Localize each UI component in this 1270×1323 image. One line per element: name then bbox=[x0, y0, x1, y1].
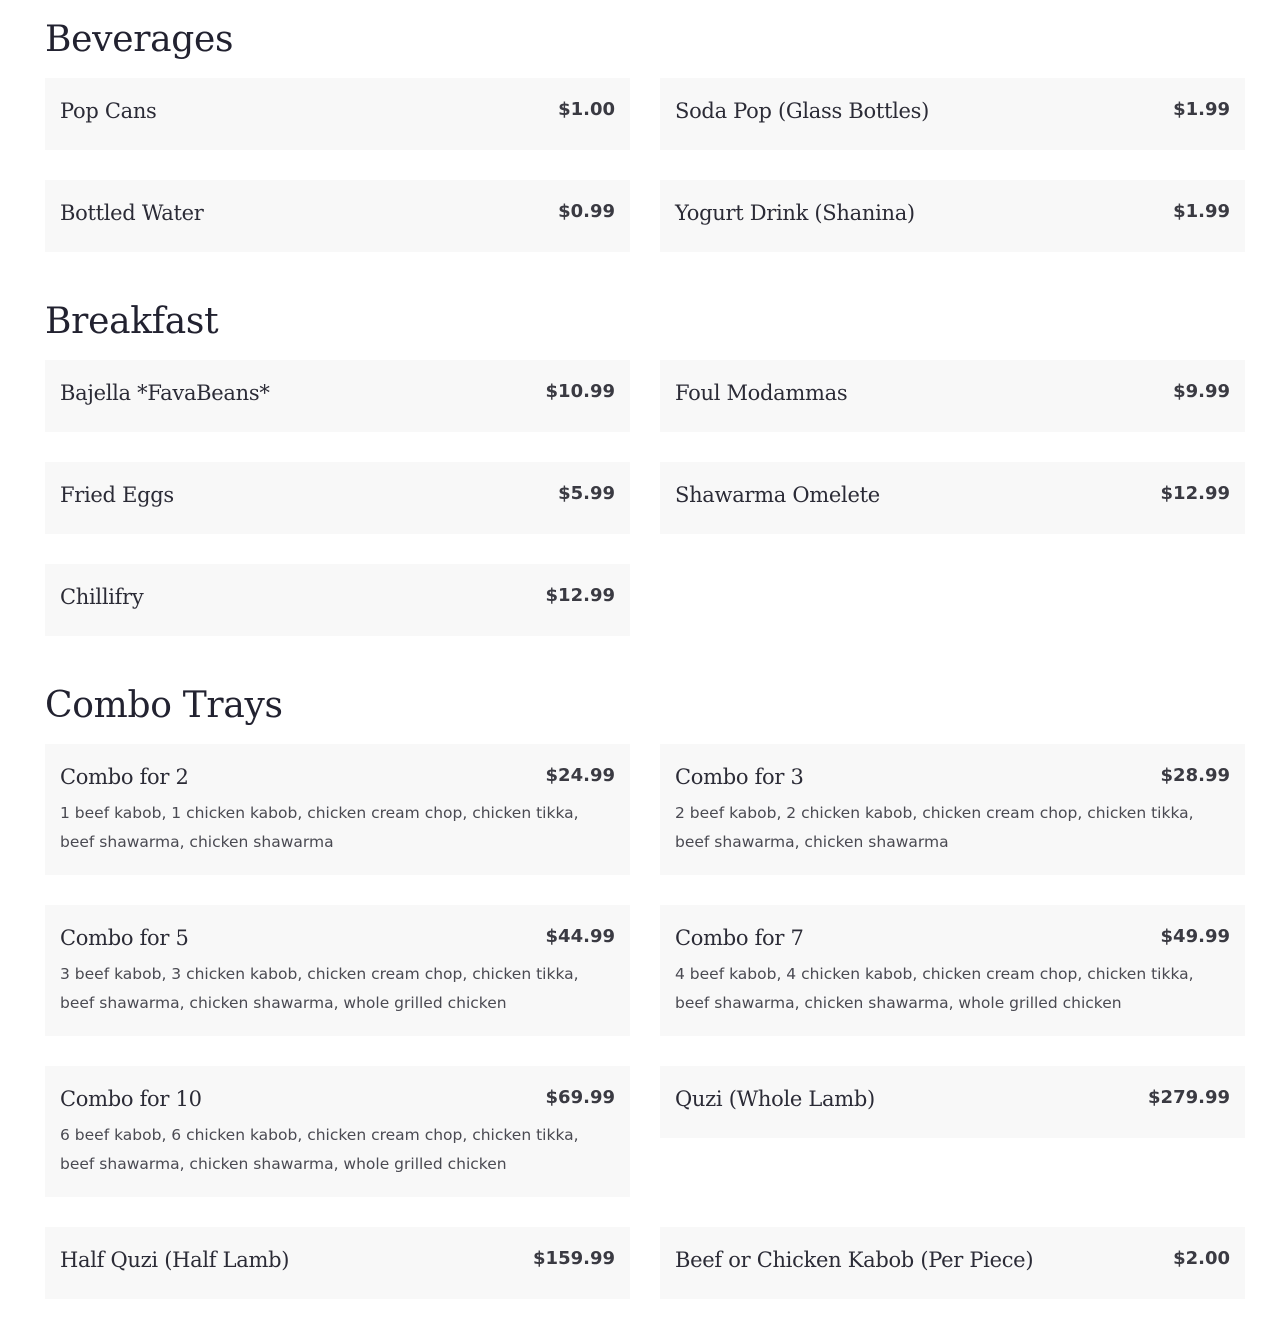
item-name: Bottled Water bbox=[60, 201, 204, 225]
item-name: Soda Pop (Glass Bottles) bbox=[675, 99, 930, 123]
item-name: Combo for 10 bbox=[60, 1087, 202, 1111]
item-price: $279.99 bbox=[1148, 1087, 1230, 1108]
item-price: $1.00 bbox=[558, 99, 615, 120]
item-price: $69.99 bbox=[545, 1087, 615, 1108]
menu-item[interactable] bbox=[660, 1227, 1245, 1299]
item-price: $49.99 bbox=[1160, 926, 1230, 947]
item-description: 6 beef kabob, 6 chicken kabob, chicken cream chop, chicken tikka, beef shawarma, chicken shawarma, whole grilled chicken bbox=[60, 1126, 579, 1173]
menu-item[interactable] bbox=[45, 564, 630, 636]
item-price: $0.99 bbox=[558, 201, 615, 222]
menu-item[interactable] bbox=[660, 180, 1245, 252]
item-name: Half Quzi (Half Lamb) bbox=[60, 1248, 290, 1272]
menu-item[interactable] bbox=[660, 905, 1245, 1036]
item-name: Fried Eggs bbox=[60, 483, 174, 507]
item-name: Combo for 3 bbox=[675, 765, 804, 789]
item-name: Beef or Chicken Kabob (Per Piece) bbox=[675, 1248, 1034, 1272]
section-beverages bbox=[45, 20, 1245, 252]
menu-item[interactable] bbox=[45, 1066, 630, 1197]
item-name: Chillifry bbox=[60, 585, 144, 609]
item-name: Bajella *FavaBeans* bbox=[60, 381, 270, 405]
menu-item[interactable] bbox=[45, 360, 630, 432]
item-price: $24.99 bbox=[545, 765, 615, 786]
item-name: Combo for 2 bbox=[60, 765, 189, 789]
item-description: 4 beef kabob, 4 chicken kabob, chicken cream chop, chicken tikka, beef shawarma, chicken shawarma, whole grilled chicken bbox=[675, 965, 1194, 1012]
item-description: 2 beef kabob, 2 chicken kabob, chicken cream chop, chicken tikka, beef shawarma, chicken shawarma bbox=[675, 804, 1194, 851]
menu-item[interactable] bbox=[45, 180, 630, 252]
item-price: $9.99 bbox=[1173, 381, 1230, 402]
menu-item[interactable] bbox=[45, 744, 630, 875]
menu-item[interactable] bbox=[660, 360, 1245, 432]
section-breakfast bbox=[45, 302, 1245, 636]
menu-grid bbox=[45, 360, 1245, 636]
item-price: $1.99 bbox=[1173, 201, 1230, 222]
item-price: $28.99 bbox=[1160, 765, 1230, 786]
item-description: 1 beef kabob, 1 chicken kabob, chicken cream chop, chicken tikka, beef shawarma, chicken shawarma bbox=[60, 804, 579, 851]
item-price: $10.99 bbox=[545, 381, 615, 402]
menu-item[interactable] bbox=[660, 78, 1245, 150]
menu-grid bbox=[45, 78, 1245, 252]
menu-item[interactable] bbox=[45, 78, 630, 150]
menu-item[interactable] bbox=[660, 462, 1245, 534]
item-name: Yogurt Drink (Shanina) bbox=[675, 201, 915, 225]
item-price: $159.99 bbox=[533, 1248, 615, 1269]
item-price: $12.99 bbox=[1160, 483, 1230, 504]
item-price: $2.00 bbox=[1173, 1248, 1230, 1269]
item-name: Foul Modammas bbox=[675, 381, 848, 405]
menu-grid bbox=[45, 744, 1245, 1299]
section-title: Beverages bbox=[45, 19, 234, 60]
section-title: Breakfast bbox=[45, 301, 219, 342]
item-price: $1.99 bbox=[1173, 99, 1230, 120]
item-name: Shawarma Omelete bbox=[675, 483, 880, 507]
item-name: Quzi (Whole Lamb) bbox=[675, 1087, 875, 1111]
item-name: Combo for 7 bbox=[675, 926, 804, 950]
item-description: 3 beef kabob, 3 chicken kabob, chicken cream chop, chicken tikka, beef shawarma, chicken shawarma, whole grilled chicken bbox=[60, 965, 579, 1012]
menu-item[interactable] bbox=[660, 744, 1245, 875]
section-combo-trays bbox=[45, 686, 1245, 1299]
item-price: $44.99 bbox=[545, 926, 615, 947]
item-price: $5.99 bbox=[558, 483, 615, 504]
menu-item[interactable] bbox=[45, 905, 630, 1036]
section-title: Combo Trays bbox=[45, 685, 283, 726]
menu-item[interactable] bbox=[45, 462, 630, 534]
item-price: $12.99 bbox=[545, 585, 615, 606]
menu-item[interactable] bbox=[45, 1227, 630, 1299]
item-name: Pop Cans bbox=[60, 99, 157, 123]
menu-item[interactable] bbox=[660, 1066, 1245, 1138]
item-name: Combo for 5 bbox=[60, 926, 189, 950]
